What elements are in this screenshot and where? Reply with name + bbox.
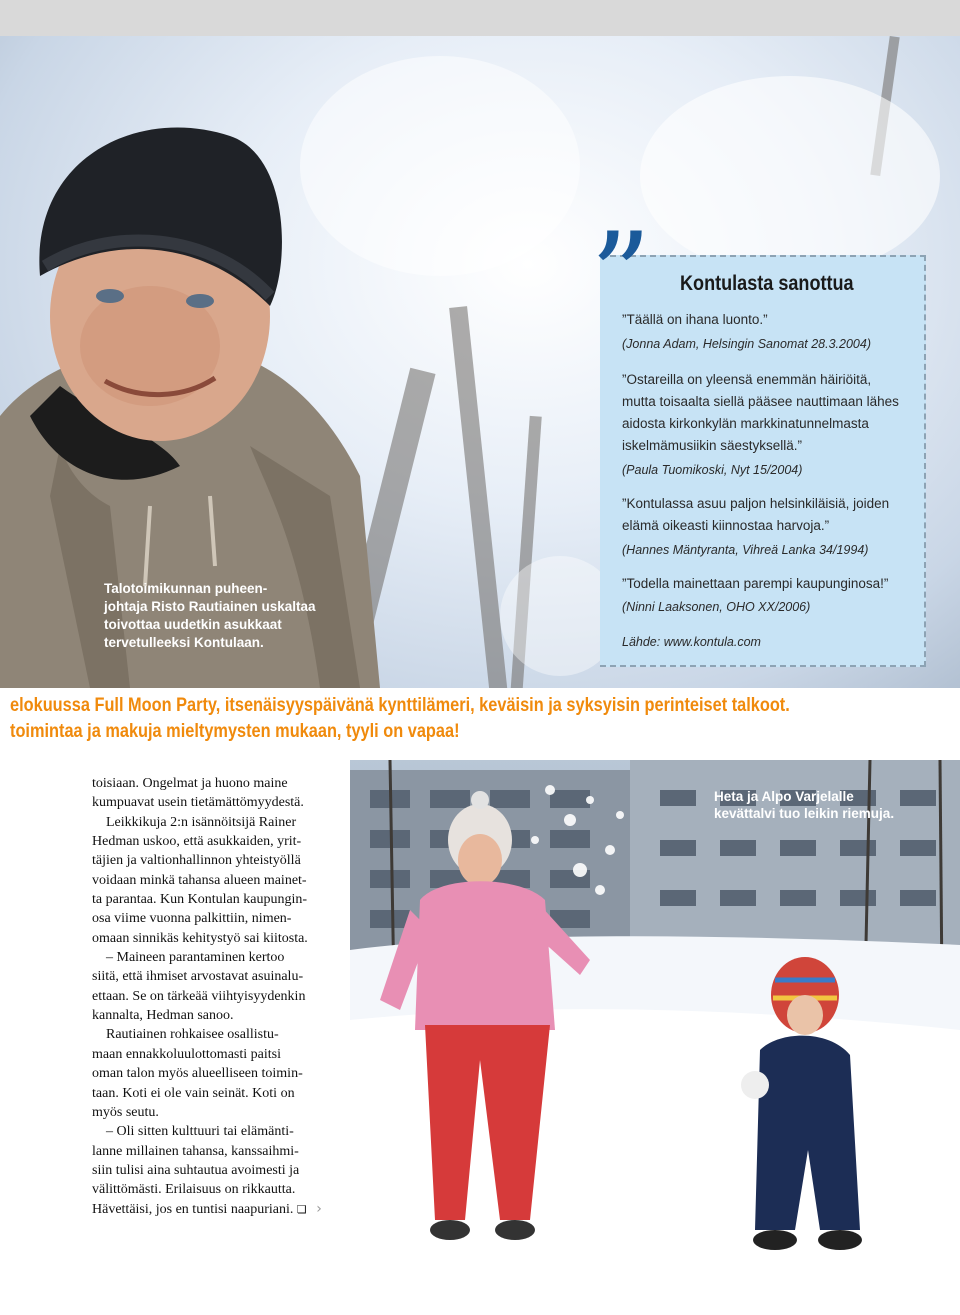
text-line: kannalta, Hedman sanoo. bbox=[92, 1008, 234, 1024]
text-line: siitä, että ihmiset arvostavat asuinalu- bbox=[92, 969, 304, 985]
quote-line: ”Ostareilla on yleensä enemmän häiriöitä, bbox=[622, 372, 872, 387]
continue-arrow-icon: › bbox=[316, 1200, 322, 1217]
text-line: maan ennakkoluulottomasti paitsi bbox=[92, 1046, 281, 1062]
text-line: osa viime vuonna palkittiin, nimen- bbox=[92, 911, 292, 927]
quote-source: (Hannes Mäntyranta, Vihreä Lanka 34/1994) bbox=[622, 543, 869, 557]
text-line: myös seutu. bbox=[92, 1104, 159, 1120]
text-line bbox=[92, 813, 330, 832]
text-line: kumpuavat usein tietämättömyydestä. bbox=[92, 795, 304, 811]
text-line-content: Hävettäisi, jos en tuntisi naapuriani. bbox=[92, 1201, 294, 1217]
text-line-last bbox=[92, 1200, 330, 1219]
text-line: täjien ja valtionhallinnon yhteistyöllä bbox=[92, 853, 301, 869]
quote-source: (Ninni Laaksonen, OHO XX/2006) bbox=[622, 600, 811, 614]
quote-source: (Paula Tuomikoski, Nyt 15/2004) bbox=[622, 463, 803, 477]
caption-line: kevättalvi tuo leikin riemuja. bbox=[714, 806, 895, 821]
caption-line: Heta ja Alpo Varjelalle bbox=[714, 789, 854, 804]
text-line: toisiaan. Ongelmat ja huono maine bbox=[92, 776, 288, 791]
quote-line: ”Täällä on ihana luonto.” bbox=[622, 312, 768, 327]
hero-caption-line: Talotoimikunnan puheen- bbox=[104, 581, 268, 596]
top-gray-bar bbox=[0, 0, 960, 36]
text-line: – Oli sitten kulttuuri tai elämänti- bbox=[106, 1124, 294, 1140]
children-scene bbox=[350, 760, 960, 1315]
quote-box-source-link: Lähde: www.kontula.com bbox=[622, 635, 761, 649]
text-line: välittömästi. Erilaisuus on rikkautta. bbox=[92, 1182, 296, 1198]
text-line: omaan sinnikäs kehitystyö sai kiitosta. bbox=[92, 930, 308, 946]
text-line: Rautiainen rohkaisee osallistu- bbox=[106, 1027, 279, 1043]
text-line: taan. Koti ei ole vain seinät. Koti on bbox=[92, 1085, 295, 1101]
quote-source: (Jonna Adam, Helsingin Sanomat 28.3.2004) bbox=[622, 337, 871, 351]
text-line: ettaan. Se on tärkeää viihtyisyydenkin bbox=[92, 988, 306, 1004]
quote-line: ”Todella mainettaan parempi kaupunginosa!” bbox=[622, 576, 889, 591]
quote-box-title: Kontulasta sanottua bbox=[680, 272, 854, 295]
banner-line-1: elokuussa Full Moon Party, itsenäisyyspäivänä kynttilämeri, keväisin ja syksyisin perinteiset talkoot. bbox=[10, 695, 790, 716]
quote-line: mutta toisaalta siellä pääsee nauttimaan lähes bbox=[622, 394, 899, 409]
quote-line: elämä oikeasti kiinnostaa harvoja.” bbox=[622, 518, 830, 533]
quote-line: aidosta kirkonkylän markkinatunnelmasta bbox=[622, 416, 869, 431]
quote-marks-icon: ” bbox=[590, 208, 638, 347]
text-line: Hedman uskoo, että asukkaiden, yrit- bbox=[92, 834, 302, 850]
text-line: voidaan minkä tahansa alueen mainet- bbox=[92, 872, 307, 888]
hero-caption-line: toivottaa uudetkin asukkaat bbox=[104, 617, 282, 632]
children-photo bbox=[350, 760, 960, 1315]
text-line: siin tulisi aina suhtautua avoimesti ja bbox=[92, 1162, 300, 1178]
hero-caption bbox=[104, 580, 334, 652]
text-line-content: Leikkikuja 2:n isännöitsijä Rainer bbox=[106, 814, 297, 830]
end-mark-icon: ❏ bbox=[296, 1202, 307, 1216]
text-line: – Maineen parantaminen kertoo bbox=[106, 950, 285, 966]
article-column bbox=[92, 774, 330, 1219]
quote-line: ”Kontulassa asuu paljon helsinkiläisiä, joiden bbox=[622, 496, 890, 511]
text-line: oman talon myös alueelliseen toimin- bbox=[92, 1066, 303, 1082]
text-line: ta parantaa. Kun Kontulan kaupungin- bbox=[92, 892, 307, 908]
banner-line-2: toimintaa ja makuja mieltymysten mukaan, tyyli on vapaa! bbox=[10, 721, 460, 742]
hero-caption-line: tervetulleeksi Kontulaan. bbox=[104, 635, 264, 650]
children-photo-caption bbox=[714, 788, 914, 822]
hero-caption-line: johtaja Risto Rautiainen uskaltaa bbox=[104, 599, 316, 614]
quote-line: iskelmämusiikin säestyksellä.” bbox=[622, 438, 803, 453]
text-line: lanne millainen tahansa, kanssaihmi- bbox=[92, 1143, 299, 1159]
